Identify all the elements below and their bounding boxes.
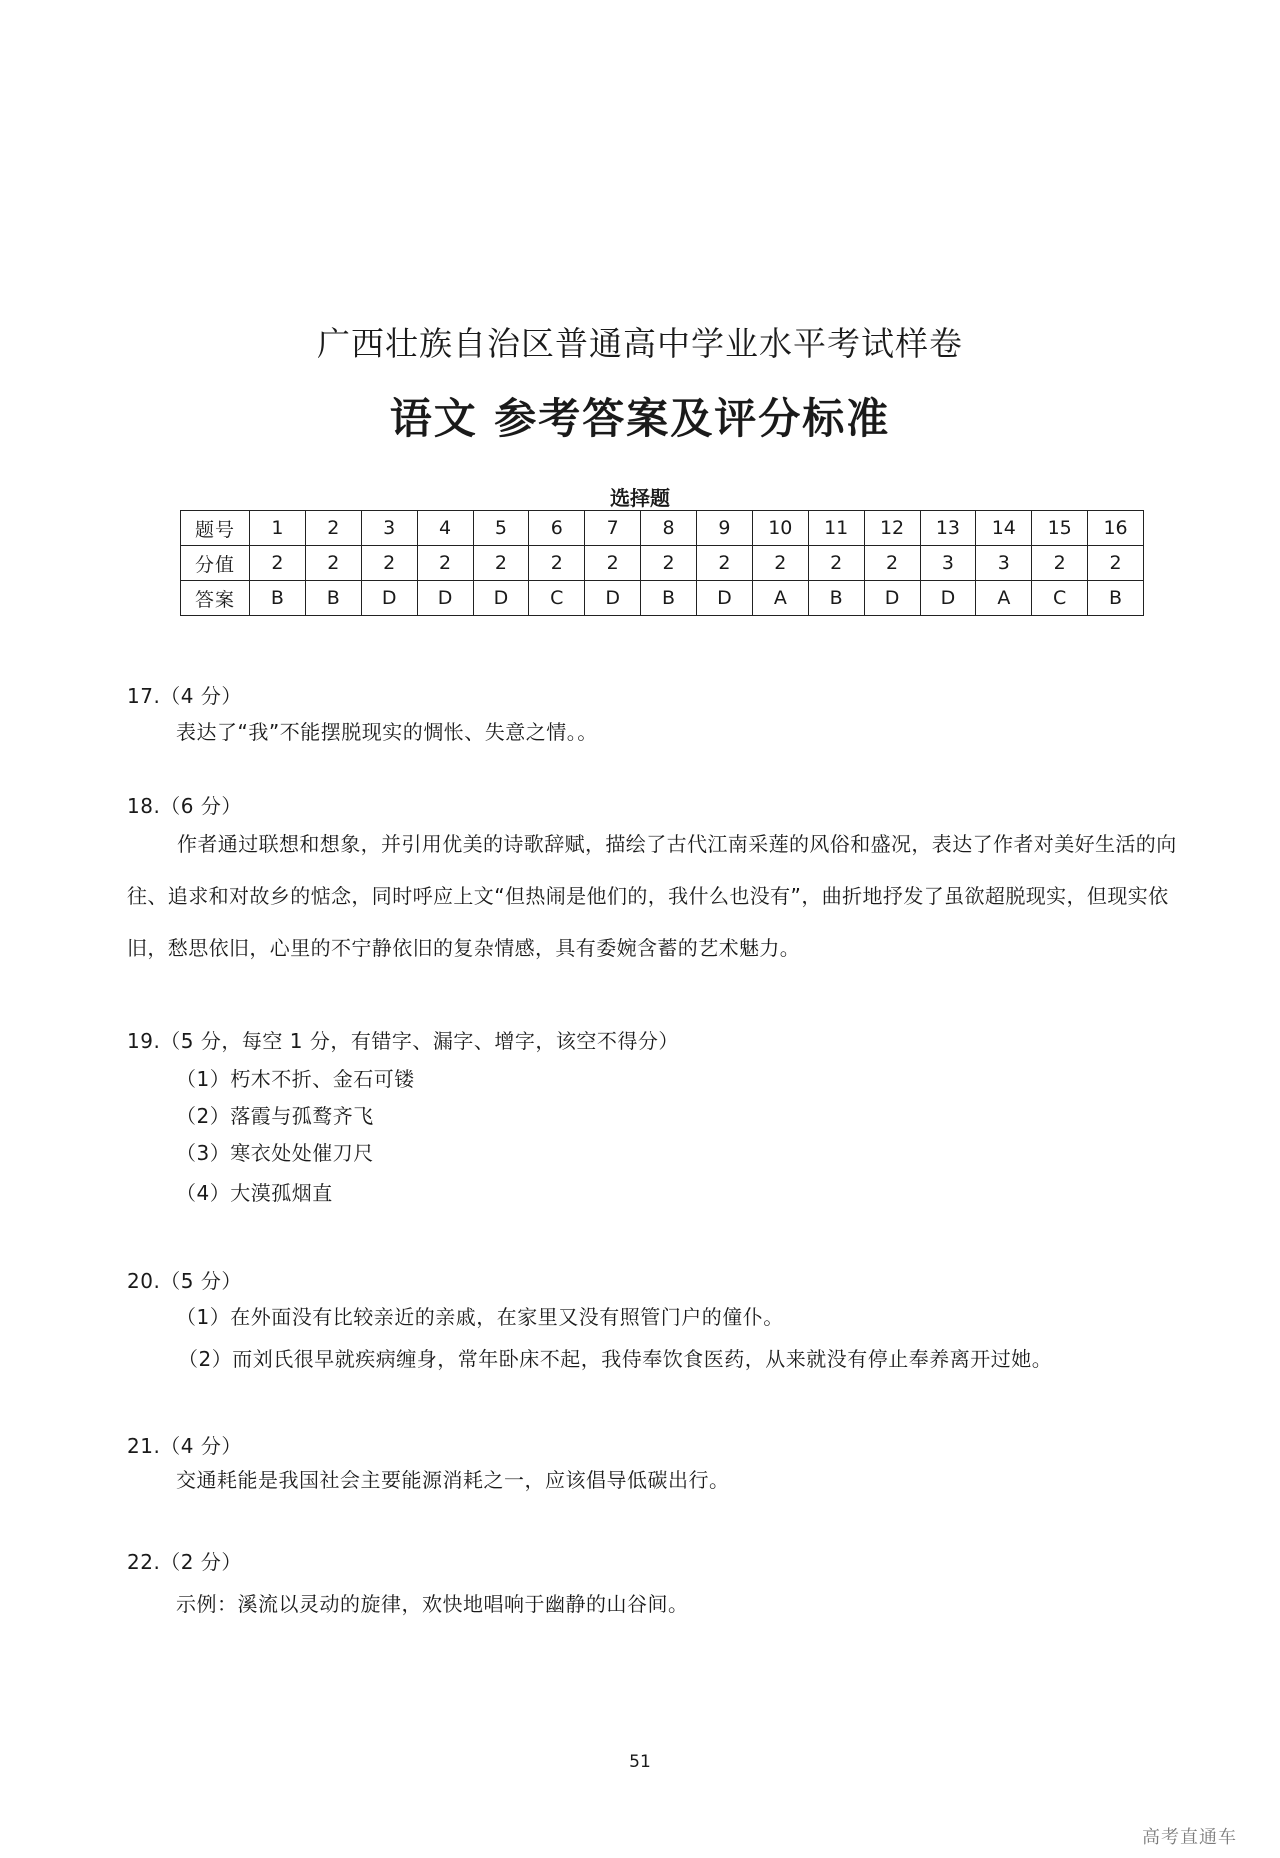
question-number-cell: 15 <box>1032 511 1088 546</box>
answer-table <box>180 510 1144 616</box>
table-row-answers <box>181 581 1144 616</box>
answer-cell: D <box>864 581 920 616</box>
question-number-cell: 14 <box>976 511 1032 546</box>
question-19-line-1: （1）朽木不折、金石可镂 <box>176 1067 415 1091</box>
table-row-numbers <box>181 511 1144 546</box>
question-number-cell: 2 <box>305 511 361 546</box>
question-17-heading: 17.（4 分） <box>127 684 242 708</box>
question-18-answer: 作者通过联想和想象，并引用优美的诗歌辞赋，描绘了古代江南采莲的风俗和盛况，表达了作者对美好生活的向往、追求和对故乡的惦念，同时呼应上文“但热闹是他们的，我什么也没有”，曲折地抒发了虽欲超脱现实，但现实依旧，愁思依旧，心里的不宁静依旧的复杂情感，具有委婉含蓄的艺术魅力。 <box>127 832 1177 960</box>
table-row-scores <box>181 546 1144 581</box>
answer-cell: C <box>1032 581 1088 616</box>
answer-cell: B <box>305 581 361 616</box>
question-19-line-3: （3）寒衣处处催刀尺 <box>176 1141 374 1165</box>
row-label: 分值 <box>181 546 250 581</box>
answer-cell: D <box>585 581 641 616</box>
score-cell: 2 <box>752 546 808 581</box>
score-cell: 2 <box>585 546 641 581</box>
score-cell: 2 <box>808 546 864 581</box>
answer-cell: B <box>808 581 864 616</box>
question-20-line-1: （1）在外面没有比较亲近的亲戚，在家里又没有照管门户的僮仆。 <box>176 1305 784 1329</box>
score-cell: 2 <box>864 546 920 581</box>
question-number-cell: 9 <box>697 511 753 546</box>
score-cell: 2 <box>473 546 529 581</box>
question-number-cell: 16 <box>1088 511 1144 546</box>
answer-cell: D <box>920 581 976 616</box>
question-18-heading: 18.（6 分） <box>127 794 242 818</box>
score-cell: 3 <box>920 546 976 581</box>
score-cell: 2 <box>305 546 361 581</box>
score-cell: 2 <box>641 546 697 581</box>
score-cell: 2 <box>417 546 473 581</box>
answer-cell: D <box>473 581 529 616</box>
question-21-answer: 交通耗能是我国社会主要能源消耗之一，应该倡导低碳出行。 <box>176 1468 730 1492</box>
page-number: 51 <box>629 1752 651 1772</box>
document-title: 广西壮族自治区普通高中学业水平考试样卷 <box>317 324 963 363</box>
question-number-cell: 11 <box>808 511 864 546</box>
answer-cell: B <box>641 581 697 616</box>
score-cell: 2 <box>697 546 753 581</box>
question-number-cell: 8 <box>641 511 697 546</box>
question-number-cell: 3 <box>361 511 417 546</box>
score-cell: 2 <box>250 546 306 581</box>
question-number-cell: 1 <box>250 511 306 546</box>
question-number-cell: 12 <box>864 511 920 546</box>
answer-cell: A <box>976 581 1032 616</box>
score-cell: 3 <box>976 546 1032 581</box>
score-cell: 2 <box>361 546 417 581</box>
answer-cell: B <box>1088 581 1144 616</box>
question-number-cell: 5 <box>473 511 529 546</box>
question-19-line-2: （2）落霞与孤鹜齐飞 <box>176 1104 374 1128</box>
question-number-cell: 6 <box>529 511 585 546</box>
row-label: 题号 <box>181 511 250 546</box>
answer-cell: D <box>417 581 473 616</box>
question-20-heading: 20.（5 分） <box>127 1269 242 1293</box>
watermark: 高考直通车 <box>1142 1827 1237 1848</box>
question-22-answer: 示例：溪流以灵动的旋律，欢快地唱响于幽静的山谷间。 <box>176 1592 689 1616</box>
score-cell: 2 <box>1032 546 1088 581</box>
question-17-answer: 表达了“我”不能摆脱现实的惆怅、失意之情。。 <box>176 720 598 744</box>
question-19-heading: 19.（5 分，每空 1 分，有错字、漏字、增字，该空不得分） <box>127 1029 679 1053</box>
question-number-cell: 10 <box>752 511 808 546</box>
question-number-cell: 7 <box>585 511 641 546</box>
question-19-line-4: （4）大漠孤烟直 <box>176 1181 333 1205</box>
answer-cell: B <box>250 581 306 616</box>
question-number-cell: 4 <box>417 511 473 546</box>
table-caption: 选择题 <box>610 486 670 510</box>
answer-cell: C <box>529 581 585 616</box>
score-cell: 2 <box>1088 546 1144 581</box>
answer-cell: A <box>752 581 808 616</box>
question-number-cell: 13 <box>920 511 976 546</box>
question-21-heading: 21.（4 分） <box>127 1434 242 1458</box>
question-22-heading: 22.（2 分） <box>127 1550 242 1574</box>
question-20-line-2: （2）而刘氏很早就疾病缠身，常年卧床不起，我侍奉饮食医药，从来就没有停止奉养离开过她。 <box>178 1347 1053 1371</box>
answer-cell: D <box>361 581 417 616</box>
score-cell: 2 <box>529 546 585 581</box>
row-label: 答案 <box>181 581 250 616</box>
document-subtitle: 语文 参考答案及评分标准 <box>389 394 891 443</box>
answer-cell: D <box>697 581 753 616</box>
